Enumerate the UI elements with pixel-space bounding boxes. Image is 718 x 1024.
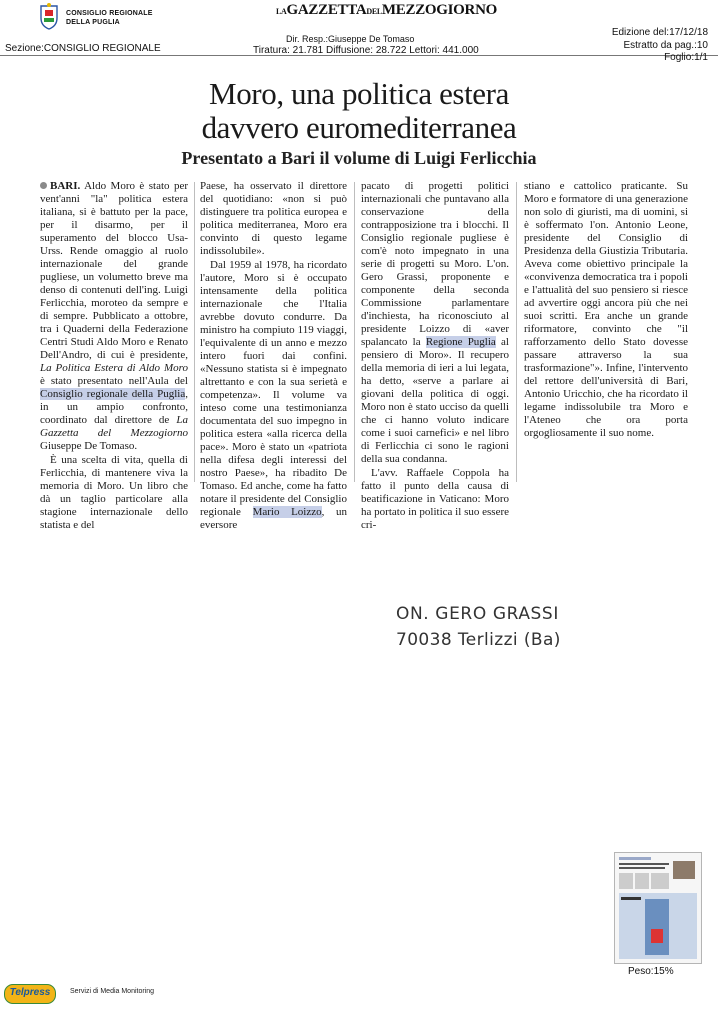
column-1-paragraph-2: È una scelta di vita, quella di Ferlicchia, di mantenere viva la memoria di Moro. Un libro che dà un taglio particolare alla stagione internazionale dello statista e del	[40, 454, 188, 531]
newspaper-name: La Gazzetta del Mezzogiorno	[40, 414, 188, 439]
column-divider	[194, 182, 195, 482]
weight-label: Peso:15%	[628, 966, 674, 977]
text-span: Aldo Moro è stato per vent'anni "la" politica estera italiana, si è battuto per la pace, per il disarmo, per il superamento del blocco Usa-Urss. Rende omaggio al ruolo internazionale del grande pugliese, un volumetto breve ma denso di contenuti dell'ing. Luigi Ferlicchia, moroteo da sempre e di sempre. Pubblicato a ottobre, tra i Quaderni della Federazione Centri Studi Aldo Moro e Renato Dell'Andro, di cui è presidente,	[40, 180, 188, 361]
section-label: Sezione:CONSIGLIO REGIONALE	[5, 43, 161, 54]
director-line: Dir. Resp.:Giuseppe De Tomaso	[286, 34, 415, 44]
article-subtitle: Presentato a Bari il volume di Luigi Ferlicchia	[181, 148, 537, 168]
telpress-logo	[4, 984, 56, 1004]
column-divider	[354, 182, 355, 482]
highlight-consiglio-regionale: Consiglio regionale della Puglia	[40, 388, 186, 400]
dateline: BARI.	[50, 180, 81, 192]
page-thumbnail-image	[614, 852, 702, 964]
masthead-pre: LA	[276, 7, 287, 16]
council-name-line2: DELLA PUGLIA	[66, 19, 120, 26]
bullet-icon	[40, 182, 47, 189]
headline-line2: davvero euromediterranea	[201, 110, 517, 145]
highlight-mario-loizzo: Mario Loizzo	[252, 506, 322, 518]
article-column-2	[200, 180, 347, 532]
recipient-stamp-address: 70038 Terlizzi (Ba)	[396, 630, 561, 650]
headline-line1: Moro, una politica estera	[209, 76, 509, 111]
column-3-paragraph-2: L'avv. Raffaele Coppola ha fatto il punto della causa di beatificazione in Vaticano: Moro ha portato in politica il suo essere cri-	[361, 467, 509, 531]
article-column-1	[40, 180, 188, 532]
telpress-logo-text: Telpress	[9, 987, 51, 998]
text-span: Dal 1959 al 1978, ha ricordato l'autore, Moro si è occupato intensamente della politica internazionale che l'Italia avrebbe dovuto condurre. Da ministro ha compiuto 119 viaggi, l'equivalente di un anno e mezzo intero fuori dai confini. «Nessuno statista si è impegnato altrettanto e con la sua serietà e competenza». Il volume va inteso come una testimonianza documentata del suo impegno in politica estera «alla ricerca della pace». Moro è stato un «patriota nella difesa degli interessi del nostro Paese», ha ribadito De Tomaso. Ed anche, come ha fatto notare il presidente del Consiglio regionale	[200, 259, 347, 518]
masthead-end: MEZZOGIORNO	[381, 2, 497, 18]
sheet-number: Foglio:1/1	[664, 52, 708, 63]
recipient-stamp-name: ON. GERO GRASSI	[396, 604, 559, 624]
book-title: La Politica Estera di Aldo Moro	[40, 362, 188, 374]
puglia-crest-logo	[38, 2, 60, 30]
article-column-4	[524, 180, 688, 440]
newspaper-masthead	[276, 2, 497, 19]
extract-page: Estratto da pag.:10	[623, 39, 708, 51]
column-3-paragraph-1	[361, 180, 509, 466]
column-2-paragraph-1: Paese, ha osservato il direttore del quotidiano: «non si può distinguere tra politica europea e politica mediterranea, Moro era convinto di questo legame indissolubile».	[200, 180, 347, 257]
council-name-line1: CONSIGLIO REGIONALE	[66, 10, 153, 17]
column-1-paragraph-1	[40, 180, 188, 453]
text-span: al pensiero di Moro». Il recupero della memoria di ieri a lui legata, ha detto, «serve a parlare ai giovani della politica di oggi. Moro non è stato ucciso da quelli che ci hanno voluto indicare come i suoi carnefici» e nel libro di Ferlicchia ci sono le ragioni della sua condanna.	[361, 336, 509, 465]
article-column-3	[361, 180, 509, 532]
column-2-paragraph-2	[200, 259, 347, 532]
masthead-del: DEL	[366, 7, 382, 16]
edition-info	[612, 27, 708, 65]
article-headline	[0, 77, 718, 145]
text-span: è stato presentato nell'Aula del	[40, 375, 188, 387]
highlight-regione-puglia: Regione Puglia	[425, 336, 496, 348]
edition-date: Edizione del:17/12/18	[611, 27, 708, 38]
text-span: , in un ampio confronto, coordinato dal direttore de	[40, 388, 188, 426]
text-span: pacato di progetti politici internazionali che puntavano alla conservazione della contrapposizione tra i blocchi. Il Consiglio regionale pugliese è com'è noto impegnato in una serie di progetti su Moro. L'on. Gero Grassi, proponente e componente della seconda Commissione parlamentare d'inchiesta, ha riconosciuto al presidente Loizzo di «aver spalancato la	[361, 180, 509, 348]
circulation-line: Tiratura: 21.781 Diffusione: 28.722 Lettori: 441.000	[253, 45, 479, 56]
services-label: Servizi di Media Monitoring	[70, 988, 155, 995]
column-divider	[516, 182, 517, 482]
masthead-main: GAZZETTA	[286, 2, 367, 18]
column-4-paragraph-1: stiano e cattolico praticante. Su Moro e formatore di una generazione non solo di giuristi, ma di uomini, si è soffermato l'on. Antonio Leone, presidente del Consiglio di Presidenza della Giustizia Tributaria. Aveva come obiettivo principale la «convivenza democratica tra i popoli e l'attualità del suo pensiero si riesce ad avvertire oggi ancora più che nei suoi scritti. Era anche un grande riformatore, convinto che "il rafforzamento dello Stato dovesse passare attraverso la sua trasformazione"». Infine, l'intervento del rettore dell'università di Bari, Antonio Uricchio, che ha ricordato il legame indissolubile tra Moro e l'Ateneo che ora porta orgogliosamente il suo nome.	[524, 180, 689, 439]
text-span: Giuseppe De Tomaso.	[40, 440, 138, 452]
text-span: , un eversore	[200, 506, 347, 531]
council-name	[66, 9, 153, 27]
